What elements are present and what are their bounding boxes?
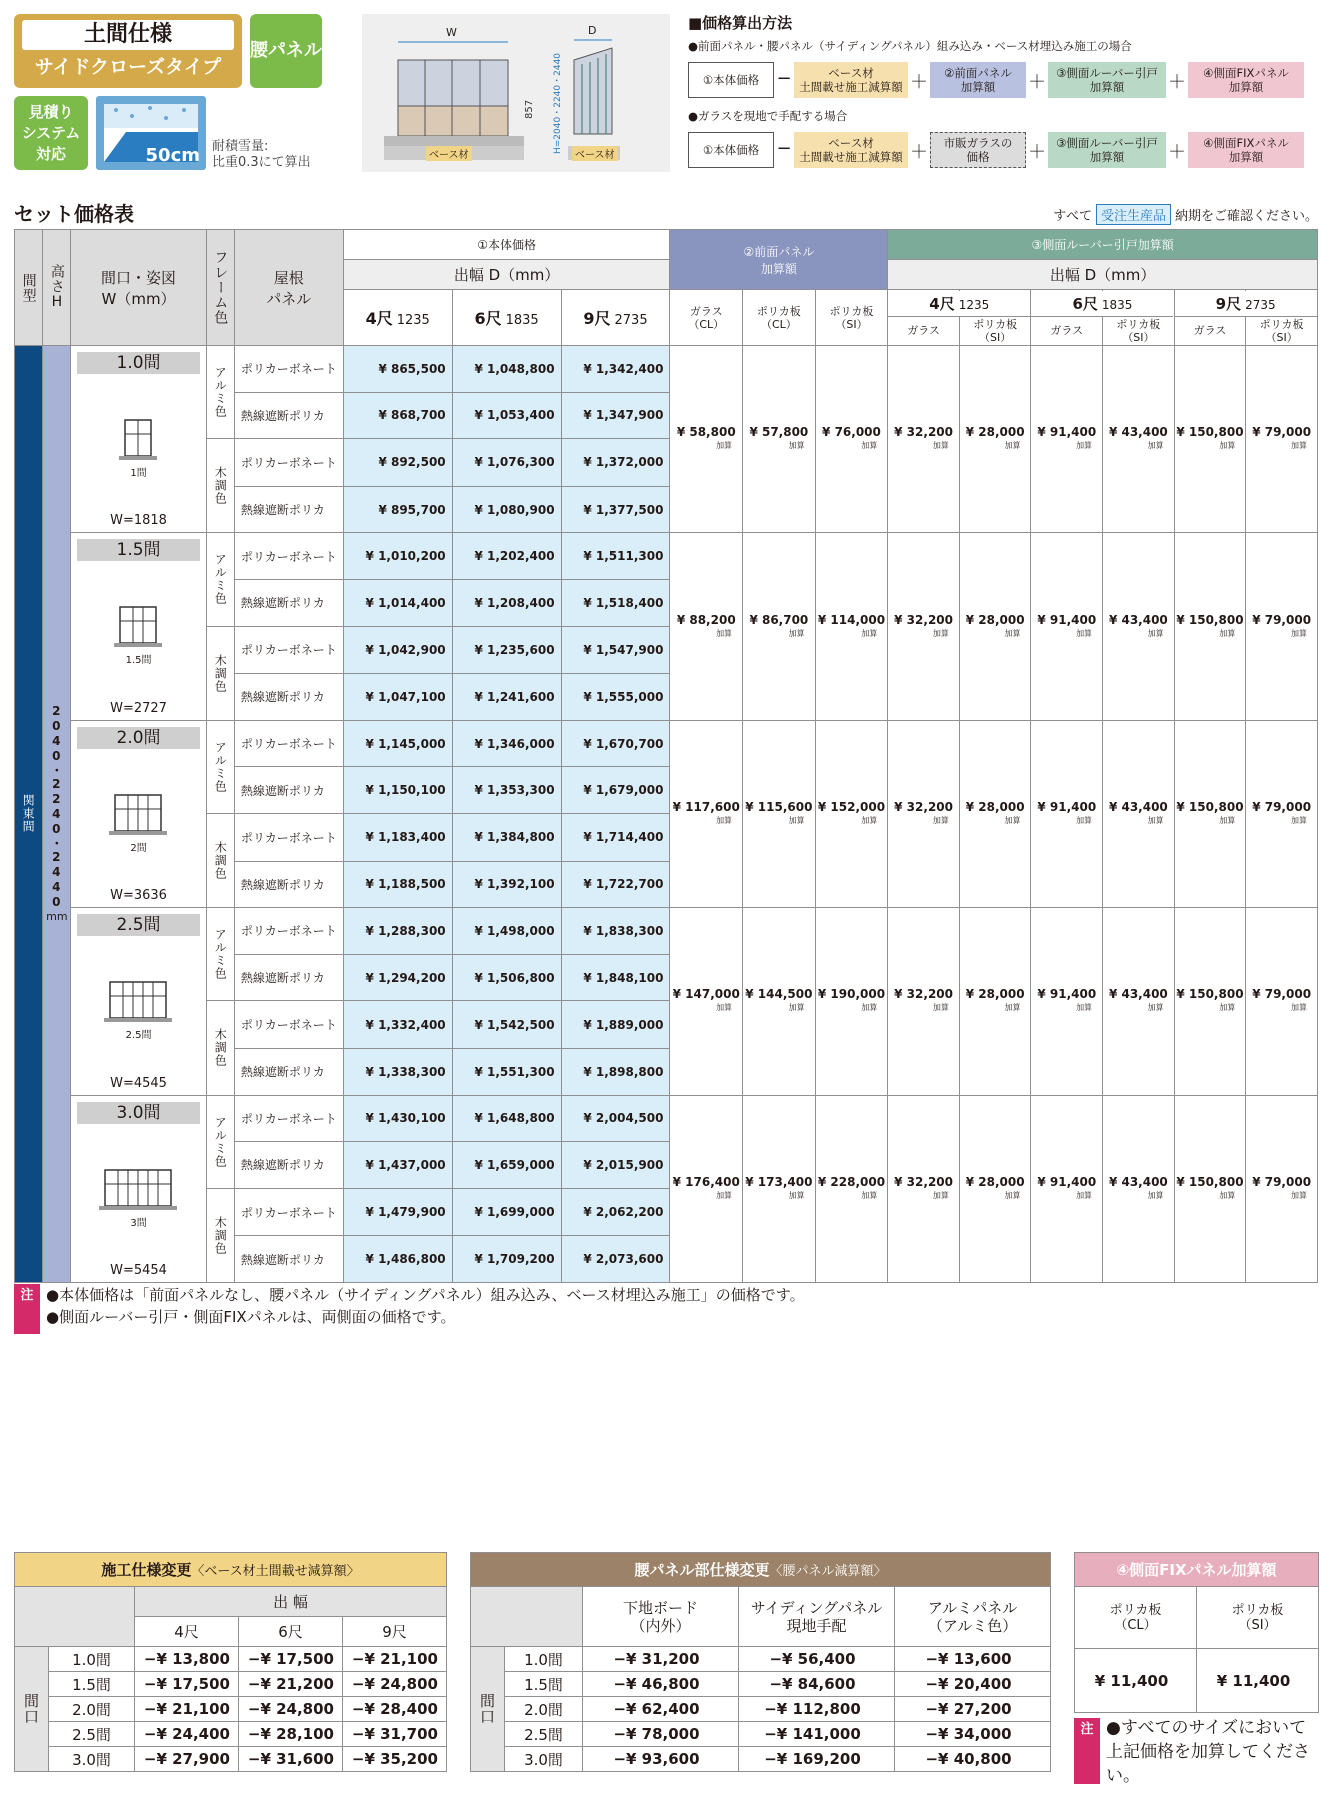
col-body-price: ①本体価格	[343, 230, 670, 260]
louver-add: ¥ 32,200 加算	[888, 720, 960, 907]
calc2-louver: ③側面ルーバー引戸 加算額	[1048, 132, 1166, 168]
body-price: ¥ 1,542,500	[452, 1001, 561, 1049]
gap-tag: 3間	[130, 1217, 147, 1229]
front-add: ¥ 173,400 加算	[743, 1095, 816, 1282]
col-mage: 間型	[15, 230, 43, 346]
construction-value: −¥ 21,200	[239, 1672, 343, 1697]
body-price: ¥ 1,377,500	[561, 486, 670, 533]
title-tag-doma	[14, 14, 242, 88]
body-price: ¥ 1,047,100	[343, 674, 452, 721]
body-price: ¥ 1,699,000	[452, 1188, 561, 1236]
table-row	[15, 720, 1318, 767]
fix-note: ●すべてのサイズにおいて上記価格を加算してください。	[1106, 1718, 1310, 1786]
koshi-gap: 2.0間	[505, 1697, 583, 1722]
construction-value: −¥ 17,500	[135, 1672, 239, 1697]
louver-add: ¥ 150,800 加算	[1174, 533, 1246, 720]
body-price: ¥ 2,073,600	[561, 1236, 670, 1283]
product-diagram	[362, 14, 670, 172]
body-price: ¥ 1,709,200	[452, 1236, 561, 1283]
body-price: ¥ 1,679,000	[561, 767, 670, 814]
calc1-body: ①本体価格	[688, 62, 774, 98]
fix-val-cl: ¥ 11,400	[1075, 1649, 1197, 1713]
louver-add: ¥ 91,400 加算	[1031, 1095, 1103, 1282]
height-label: 2040・2240・2440 mm	[43, 346, 71, 1283]
koshi-value: −¥ 141,000	[739, 1722, 895, 1747]
body-price: ¥ 1,551,300	[452, 1048, 561, 1095]
construction-value: −¥ 28,400	[343, 1697, 447, 1722]
louver-add: ¥ 28,000 加算	[959, 346, 1031, 533]
depth-col-2: 9尺 2735	[561, 290, 670, 346]
construction-gap: 2.5間	[49, 1722, 135, 1747]
table-row	[471, 1722, 1051, 1747]
note-tag: 注	[14, 1284, 40, 1334]
body-price: ¥ 1,288,300	[343, 908, 452, 955]
louver-add: ¥ 79,000 加算	[1246, 1095, 1318, 1282]
body-price: ¥ 1,346,000	[452, 720, 561, 767]
body-price: ¥ 1,076,300	[452, 439, 561, 487]
roof-type: 熱線遮断ポリカ	[234, 954, 343, 1001]
body-price: ¥ 1,889,000	[561, 1001, 670, 1049]
body-price: ¥ 1,506,800	[452, 954, 561, 1001]
body-price: ¥ 1,014,400	[343, 579, 452, 626]
width-value: W=3636	[110, 888, 167, 904]
body-price: ¥ 1,010,200	[343, 533, 452, 580]
front-add: ¥ 88,200 加算	[670, 533, 743, 720]
koshi-value: −¥ 78,000	[583, 1722, 739, 1747]
construction-value: −¥ 21,100	[343, 1647, 447, 1672]
louver-col-0: 4尺 1235 ガラス	[888, 290, 960, 346]
note-line-2: ●側面ルーバー引戸・側面FIXパネルは、両側面の価格です。	[46, 1308, 456, 1326]
frame-color: 木調色	[206, 1188, 234, 1282]
calc2-base: ベース材 土間載せ施工減算額	[794, 132, 908, 168]
title-sub: サイドクローズタイプ	[34, 56, 222, 78]
body-price: ¥ 1,332,400	[343, 1001, 452, 1049]
body-price: ¥ 1,848,100	[561, 954, 670, 1001]
construction-value: −¥ 24,800	[239, 1697, 343, 1722]
body-price: ¥ 1,838,300	[561, 908, 670, 955]
construction-value: −¥ 31,600	[239, 1747, 343, 1772]
louver-add: ¥ 43,400 加算	[1103, 720, 1175, 907]
louver-add: ¥ 79,000 加算	[1246, 720, 1318, 907]
roof-type: 熱線遮断ポリカ	[234, 1048, 343, 1095]
col-side-louver: ③側面ルーバー引戸加算額	[888, 230, 1318, 260]
koshi-value: −¥ 13,600	[895, 1647, 1051, 1672]
construction-gap: 2.0間	[49, 1697, 135, 1722]
body-price: ¥ 1,235,600	[452, 626, 561, 674]
construction-value: −¥ 24,400	[135, 1722, 239, 1747]
gap-label: 2.0間	[77, 727, 199, 749]
koshi-gap: 1.0間	[505, 1647, 583, 1672]
roof-type: ポリカーボネート	[234, 626, 343, 674]
body-price: ¥ 1,498,000	[452, 908, 561, 955]
note-line-1: ●本体価格は「前面パネルなし、腰パネル（サイディングパネル）組み込み、ベース材埋込み施工」の価格です。	[46, 1286, 805, 1304]
construction-table	[14, 1552, 447, 1772]
body-price: ¥ 1,202,400	[452, 533, 561, 580]
body-price: ¥ 1,241,600	[452, 674, 561, 721]
body-price: ¥ 2,004,500	[561, 1095, 670, 1142]
front-add: ¥ 58,800 加算	[670, 346, 743, 533]
koshi-title: 腰パネル部仕様変更〈腰パネル減算額〉	[471, 1553, 1051, 1587]
set-price-table	[14, 229, 1318, 1283]
svg-text:857: 857	[524, 99, 535, 119]
calc-case-1: ●前面パネル・腰パネル（サイディングパネル）組み込み・ベース材埋込み施工の場合	[688, 39, 1132, 53]
roof-type: 熱線遮断ポリカ	[234, 1142, 343, 1189]
fix-note-tag: 注	[1074, 1718, 1100, 1784]
louver-add: ¥ 91,400 加算	[1031, 533, 1103, 720]
louver-add: ¥ 150,800 加算	[1174, 1095, 1246, 1282]
front-col-0: ガラス （CL）	[670, 290, 743, 346]
front-add: ¥ 115,600 加算	[743, 720, 816, 907]
koshi-value: −¥ 31,200	[583, 1647, 739, 1672]
louver-add: ¥ 28,000 加算	[959, 720, 1031, 907]
louver-add: ¥ 91,400 加算	[1031, 908, 1103, 1095]
title-main: 土間仕様	[22, 20, 234, 50]
koshi-col-2: アルミパネル （アルミ色）	[895, 1587, 1051, 1647]
koshi-panel-tag: 腰パネル	[250, 14, 322, 88]
fix-col-cl: ポリカ板 （CL）	[1075, 1587, 1197, 1649]
construction-value: −¥ 21,100	[135, 1697, 239, 1722]
construction-gap: 1.0間	[49, 1647, 135, 1672]
mitsumori-tag: 見積り システム 対応	[14, 96, 88, 170]
col-depth: 出幅 D（mm）	[343, 260, 670, 290]
construction-gap: 3.0間	[49, 1747, 135, 1772]
gap-tag: 1間	[130, 468, 147, 479]
gap-tag: 2.5間	[125, 1030, 152, 1042]
body-price: ¥ 865,500	[343, 346, 452, 393]
width-value: W=2727	[110, 700, 167, 716]
frame-color: アルミ色	[206, 908, 234, 1001]
body-price: ¥ 868,700	[343, 392, 452, 439]
set-note-post: 納期をご確認ください。	[1174, 209, 1318, 224]
body-price: ¥ 1,392,100	[452, 861, 561, 908]
col-roof: 屋根 パネル	[234, 230, 343, 346]
front-add: ¥ 57,800 加算	[743, 346, 816, 533]
louver-add: ¥ 43,400 加算	[1103, 908, 1175, 1095]
col-width: 間口・姿図 W（mm）	[71, 230, 206, 346]
width-value: W=4545	[110, 1075, 167, 1091]
table-row	[15, 1747, 447, 1772]
construction-depth: 出 幅	[135, 1587, 447, 1617]
louver-col-4: 9尺 2735 ガラス	[1174, 290, 1246, 346]
louver-col-1: ポリカ板 （SI）	[959, 290, 1031, 346]
roof-type: 熱線遮断ポリカ	[234, 674, 343, 721]
made-to-order-badge: 受注生産品	[1096, 204, 1171, 225]
front-add: ¥ 152,000 加算	[815, 720, 888, 907]
front-add: ¥ 190,000 加算	[815, 908, 888, 1095]
frame-color: 木調色	[206, 626, 234, 720]
body-price: ¥ 895,700	[343, 486, 452, 533]
body-price: ¥ 1,511,300	[561, 533, 670, 580]
gap-label: 1.0間	[77, 352, 199, 374]
table-row	[15, 908, 1318, 955]
body-price: ¥ 1,722,700	[561, 861, 670, 908]
gap-label: 3.0間	[77, 1102, 199, 1124]
body-price: ¥ 1,145,000	[343, 720, 452, 767]
roof-type: ポリカーボネート	[234, 439, 343, 487]
table-row	[471, 1672, 1051, 1697]
koshi-gap: 1.5間	[505, 1672, 583, 1697]
frame-color: アルミ色	[206, 1095, 234, 1188]
louver-add: ¥ 91,400 加算	[1031, 720, 1103, 907]
construction-value: −¥ 17,500	[239, 1647, 343, 1672]
body-price: ¥ 1,486,800	[343, 1236, 452, 1283]
width-value: W=5454	[110, 1262, 167, 1278]
construction-value: −¥ 27,900	[135, 1747, 239, 1772]
front-add: ¥ 86,700 加算	[743, 533, 816, 720]
body-price: ¥ 1,342,400	[561, 346, 670, 393]
frame-color: 木調色	[206, 439, 234, 533]
body-price: ¥ 1,150,100	[343, 767, 452, 814]
calc2-glass: 市販ガラスの 価格	[930, 132, 1026, 168]
body-price: ¥ 1,042,900	[343, 626, 452, 674]
front-col-1: ポリカ板 （CL）	[743, 290, 816, 346]
body-price: ¥ 1,518,400	[561, 579, 670, 626]
body-price: ¥ 2,015,900	[561, 1142, 670, 1189]
louver-col-5: ポリカ板 （SI）	[1246, 290, 1318, 346]
diagram-base-2: ベース材	[572, 146, 618, 161]
width-value: W=1818	[110, 513, 167, 529]
front-add: ¥ 176,400 加算	[670, 1095, 743, 1282]
body-price: ¥ 1,183,400	[343, 813, 452, 861]
body-price: ¥ 1,080,900	[452, 486, 561, 533]
roof-type: 熱線遮断ポリカ	[234, 861, 343, 908]
body-price: ¥ 1,648,800	[452, 1095, 561, 1142]
construction-title: 施工仕様変更〈ベース材土間載せ減算額〉	[15, 1553, 447, 1587]
construction-value: −¥ 31,700	[343, 1722, 447, 1747]
louver-add: ¥ 32,200 加算	[888, 346, 960, 533]
koshi-gap: 3.0間	[505, 1747, 583, 1772]
body-price: ¥ 1,437,000	[343, 1142, 452, 1189]
snow-note-1: 耐積雪量:	[212, 139, 269, 154]
front-add: ¥ 228,000 加算	[815, 1095, 888, 1282]
koshi-value: −¥ 112,800	[739, 1697, 895, 1722]
table-row	[471, 1647, 1051, 1672]
body-price: ¥ 1,479,900	[343, 1188, 452, 1236]
body-price: ¥ 1,372,000	[561, 439, 670, 487]
width-cell	[71, 346, 206, 533]
louver-add: ¥ 150,800 加算	[1174, 346, 1246, 533]
louver-add: ¥ 150,800 加算	[1174, 908, 1246, 1095]
calc1-front: ②前面パネル 加算額	[930, 62, 1026, 98]
fix-title: ④側面FIXパネル加算額	[1075, 1553, 1319, 1587]
louver-add: ¥ 32,200 加算	[888, 908, 960, 1095]
front-add: ¥ 147,000 加算	[670, 908, 743, 1095]
front-add: ¥ 76,000 加算	[815, 346, 888, 533]
fix-table	[1074, 1552, 1319, 1713]
koshi-value: −¥ 46,800	[583, 1672, 739, 1697]
gap-tag: 2間	[130, 842, 147, 854]
body-price: ¥ 1,208,400	[452, 579, 561, 626]
koshi-value: −¥ 62,400	[583, 1697, 739, 1722]
col-frame: フレーム色	[206, 230, 234, 346]
construction-col-0: 4尺	[135, 1617, 239, 1647]
mage-label: 関東間	[15, 346, 43, 1283]
koshi-value: −¥ 169,200	[739, 1747, 895, 1772]
roof-type: ポリカーボネート	[234, 1095, 343, 1142]
table-row	[471, 1697, 1051, 1722]
body-price: ¥ 1,659,000	[452, 1142, 561, 1189]
koshi-value: −¥ 27,200	[895, 1697, 1051, 1722]
koshi-value: −¥ 34,000	[895, 1722, 1051, 1747]
width-cell	[71, 908, 206, 1095]
roof-type: 熱線遮断ポリカ	[234, 392, 343, 439]
front-add: ¥ 114,000 加算	[815, 533, 888, 720]
louver-add: ¥ 79,000 加算	[1246, 346, 1318, 533]
body-price: ¥ 1,384,800	[452, 813, 561, 861]
roof-type: ポリカーボネート	[234, 346, 343, 393]
roof-type: 熱線遮断ポリカ	[234, 486, 343, 533]
louver-add: ¥ 28,000 加算	[959, 533, 1031, 720]
table-row	[15, 533, 1318, 580]
louver-add: ¥ 150,800 加算	[1174, 720, 1246, 907]
louver-add: ¥ 32,200 加算	[888, 533, 960, 720]
louver-add: ¥ 43,400 加算	[1103, 1095, 1175, 1282]
roof-type: ポリカーボネート	[234, 1188, 343, 1236]
depth-col-0: 4尺 1235	[343, 290, 452, 346]
body-price: ¥ 2,062,200	[561, 1188, 670, 1236]
roof-type: 熱線遮断ポリカ	[234, 579, 343, 626]
body-price: ¥ 1,053,400	[452, 392, 561, 439]
fix-val-si: ¥ 11,400	[1197, 1649, 1319, 1713]
width-cell	[71, 1095, 206, 1282]
diagram-base-1: ベース材	[426, 146, 472, 161]
gap-label: 1.5間	[77, 539, 199, 561]
roof-type: 熱線遮断ポリカ	[234, 767, 343, 814]
width-cell	[71, 720, 206, 907]
front-add: ¥ 117,600 加算	[670, 720, 743, 907]
construction-value: −¥ 35,200	[343, 1747, 447, 1772]
roof-type: ポリカーボネート	[234, 1001, 343, 1049]
body-price: ¥ 1,547,900	[561, 626, 670, 674]
body-price: ¥ 1,048,800	[452, 346, 561, 393]
koshi-col-1: サイディングパネル 現地手配	[739, 1587, 895, 1647]
col-height: 高さH	[43, 230, 71, 346]
louver-col-2: 6尺 1835 ガラス	[1031, 290, 1103, 346]
louver-add: ¥ 28,000 加算	[959, 1095, 1031, 1282]
construction-value: −¥ 13,800	[135, 1647, 239, 1672]
body-price: ¥ 1,670,700	[561, 720, 670, 767]
width-cell	[71, 533, 206, 720]
body-price: ¥ 1,294,200	[343, 954, 452, 1001]
gap-label: 2.5間	[77, 914, 199, 936]
calc2-body: ①本体価格	[688, 132, 774, 168]
calc1-louver: ③側面ルーバー引戸 加算額	[1048, 62, 1166, 98]
body-price: ¥ 1,353,300	[452, 767, 561, 814]
diagram-d: D	[588, 24, 597, 37]
body-price: ¥ 1,430,100	[343, 1095, 452, 1142]
body-price: ¥ 1,338,300	[343, 1048, 452, 1095]
construction-side: 間口	[15, 1647, 49, 1772]
front-col-2: ポリカ板 （SI）	[815, 290, 888, 346]
roof-type: ポリカーボネート	[234, 533, 343, 580]
construction-value: −¥ 28,100	[239, 1722, 343, 1747]
table-row	[15, 1647, 447, 1672]
koshi-side: 間口	[471, 1647, 505, 1772]
koshi-gap: 2.5間	[505, 1722, 583, 1747]
koshi-value: −¥ 40,800	[895, 1747, 1051, 1772]
louver-add: ¥ 91,400 加算	[1031, 346, 1103, 533]
calc-title: ■価格算出方法	[688, 14, 793, 32]
frame-color: 木調色	[206, 813, 234, 907]
front-add: ¥ 144,500 加算	[743, 908, 816, 1095]
set-note-pre: すべて	[1053, 209, 1092, 224]
table-row	[15, 1672, 447, 1697]
koshi-col-0: 下地ボード （内外）	[583, 1587, 739, 1647]
frame-color: 木調色	[206, 1001, 234, 1095]
body-price: ¥ 1,188,500	[343, 861, 452, 908]
col-front-panel: ②前面パネル 加算額	[670, 230, 888, 290]
table-row	[15, 346, 1318, 393]
calc1-base: ベース材 土間載せ施工減算額	[794, 62, 908, 98]
frame-color: アルミ色	[206, 346, 234, 439]
col-depth-louver: 出幅 D（mm）	[888, 260, 1318, 290]
body-price: ¥ 1,555,000	[561, 674, 670, 721]
roof-type: ポリカーボネート	[234, 720, 343, 767]
koshi-value: −¥ 84,600	[739, 1672, 895, 1697]
snow-icon	[96, 96, 206, 170]
body-price: ¥ 1,347,900	[561, 392, 670, 439]
construction-value: −¥ 24,800	[343, 1672, 447, 1697]
louver-add: ¥ 28,000 加算	[959, 908, 1031, 1095]
frame-color: アルミ色	[206, 533, 234, 626]
louver-add: ¥ 43,400 加算	[1103, 346, 1175, 533]
louver-add: ¥ 43,400 加算	[1103, 533, 1175, 720]
koshi-table	[470, 1552, 1051, 1772]
construction-col-2: 9尺	[343, 1617, 447, 1647]
koshi-value: −¥ 56,400	[739, 1647, 895, 1672]
depth-col-1: 6尺 1835	[452, 290, 561, 346]
frame-color: アルミ色	[206, 720, 234, 813]
table-row	[15, 1095, 1318, 1142]
construction-col-1: 6尺	[239, 1617, 343, 1647]
table-row	[15, 1722, 447, 1747]
calc2-fix: ④側面FIXパネル 加算額	[1188, 132, 1304, 168]
body-price: ¥ 1,898,800	[561, 1048, 670, 1095]
louver-add: ¥ 79,000 加算	[1246, 908, 1318, 1095]
set-table-title: セット価格表	[14, 202, 134, 226]
roof-type: ポリカーボネート	[234, 813, 343, 861]
construction-gap: 1.5間	[49, 1672, 135, 1697]
gap-tag: 1.5間	[125, 655, 152, 667]
roof-type: ポリカーボネート	[234, 908, 343, 955]
body-price: ¥ 1,714,400	[561, 813, 670, 861]
calc1-fix: ④側面FIXパネル 加算額	[1188, 62, 1304, 98]
roof-type: 熱線遮断ポリカ	[234, 1236, 343, 1283]
body-price: ¥ 892,500	[343, 439, 452, 487]
table-row	[15, 1697, 447, 1722]
snow-value: 50cm	[145, 145, 200, 166]
louver-add: ¥ 32,200 加算	[888, 1095, 960, 1282]
svg-text:H=2040・2240・2440: H=2040・2240・2440	[553, 52, 563, 154]
table-row	[471, 1747, 1051, 1772]
louver-col-3: ポリカ板 （SI）	[1103, 290, 1175, 346]
diagram-w: W	[446, 26, 457, 39]
koshi-value: −¥ 93,600	[583, 1747, 739, 1772]
snow-note-2: 比重0.3にて算出	[212, 155, 311, 170]
calc-case-2: ●ガラスを現地で手配する場合	[688, 109, 848, 123]
koshi-value: −¥ 20,400	[895, 1672, 1051, 1697]
louver-add: ¥ 79,000 加算	[1246, 533, 1318, 720]
fix-col-si: ポリカ板 （SI）	[1197, 1587, 1319, 1649]
